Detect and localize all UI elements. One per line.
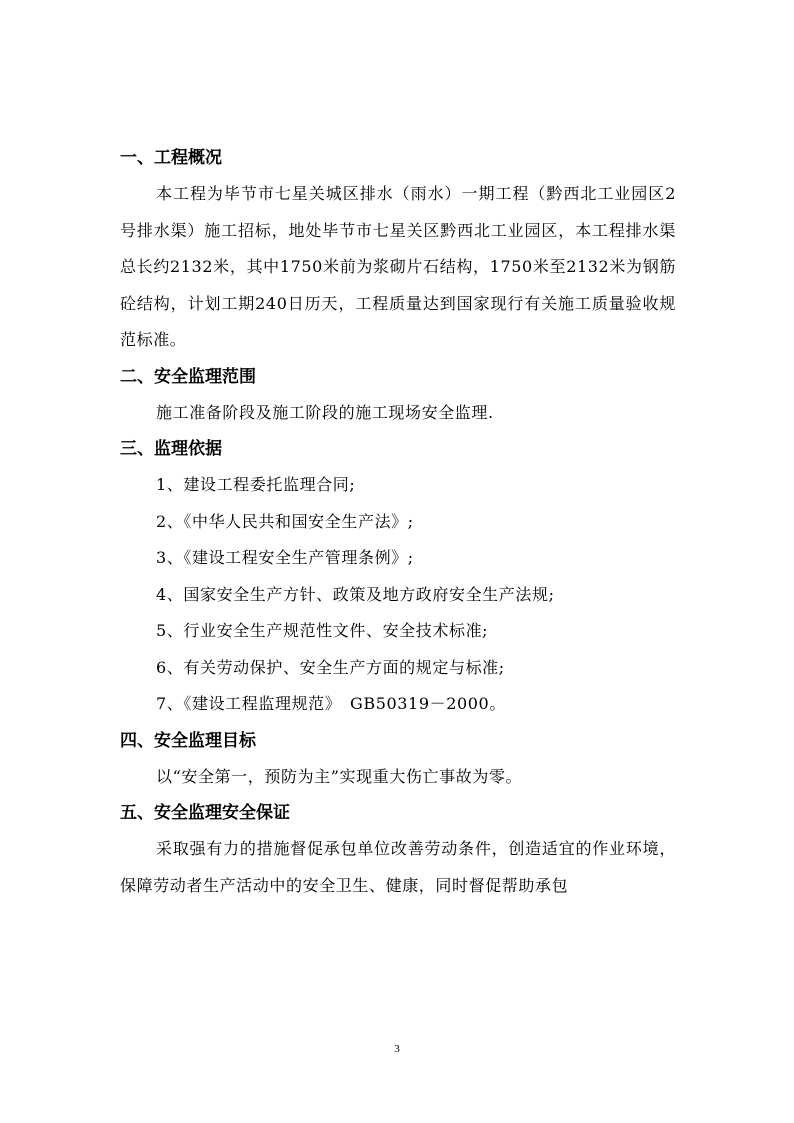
list-item: 7、《建设工程监理规范》 GB50319－2000。 <box>156 694 506 713</box>
list-item: 6、有关劳动保护、安全生产方面的规定与标准; <box>156 657 505 677</box>
heading-safety-goal: 四、安全监理目标 <box>120 730 256 751</box>
list-item: 2、《中华人民共和国安全生产法》; <box>156 511 414 531</box>
list-item: 4、国家安全生产方针、政策及地方政府安全生产法规; <box>156 584 555 604</box>
paragraph-safety-guarantee: 采取强有力的措施督促承包单位改善劳动条件，创造适宜的作业环境，保障劳动者生产活动中的安全卫生、健康，同时督促帮助承包 <box>120 839 676 895</box>
page-number: 3 <box>394 1043 400 1055</box>
heading-project-overview: 一、工程概况 <box>120 148 222 168</box>
document-body <box>120 140 676 904</box>
list-item: 3、《建设工程安全生产管理条例》; <box>156 548 414 567</box>
heading-supervision-basis: 三、监理依据 <box>120 439 222 459</box>
heading-safety-guarantee: 五、安全监理安全保证 <box>120 803 290 823</box>
heading-supervision-scope: 二、安全监理范围 <box>120 366 256 387</box>
paragraph-safety-goal: 以“安全第一，预防为主”实现重大伤亡事故为零。 <box>156 766 523 786</box>
paragraph-project-overview: 本工程为毕节市七星关城区排水（雨水）一期工程（黔西北工业园区2号排水渠）施工招标，地处毕节市七星关区黔西北工业园区，本工程排水渠总长约2132米，其中1750米前为浆砌片石结构，1750米至2132米为钢筋砼结构，计划工期240日历天，工程质量达到国家现行有关施工质量验收规范标准。 <box>120 184 676 349</box>
paragraph-supervision-scope: 施工准备阶段及施工阶段的施工现场安全监理. <box>156 402 494 422</box>
list-item: 5、行业安全生产规范性文件、安全技术标准; <box>156 621 489 640</box>
list-item: 1、建设工程委托监理合同; <box>156 475 356 494</box>
